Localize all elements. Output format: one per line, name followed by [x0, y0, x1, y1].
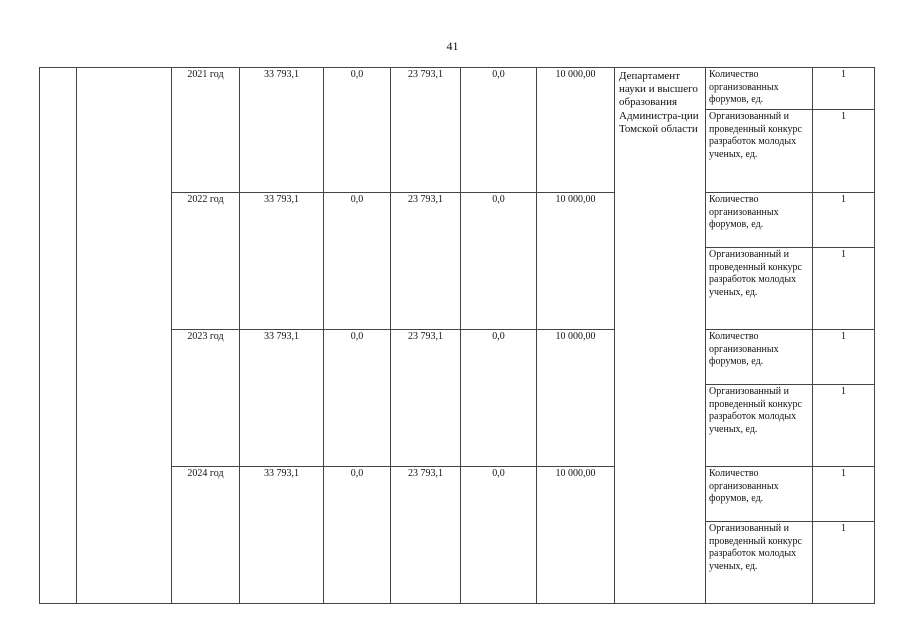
- value-cell: 0,0: [461, 467, 537, 604]
- page-number: 41: [446, 39, 459, 53]
- blank-cell: [40, 68, 77, 604]
- indicator-name: Количество организованных форумов, ед.: [706, 467, 813, 522]
- indicator-name: Организованный и проведенный конкурс разработок молодых ученых, ед.: [706, 522, 813, 604]
- value-cell: 10 000,00: [537, 330, 615, 467]
- indicator-name: Организованный и проведенный конкурс разработок молодых ученых, ед.: [706, 248, 813, 330]
- program-table: [39, 67, 875, 604]
- total-cell: 33 793,1: [240, 68, 324, 193]
- value-cell: 0,0: [461, 68, 537, 193]
- value-cell: 10 000,00: [537, 193, 615, 330]
- indicator-value: 1: [813, 193, 875, 248]
- department-cell: Департамент науки и высшего образования Администра-ции Томской области: [615, 68, 706, 604]
- value-cell: 0,0: [324, 193, 391, 330]
- blank-cell: [77, 68, 172, 604]
- value-cell: 0,0: [461, 193, 537, 330]
- indicator-value: 1: [813, 385, 875, 467]
- value-cell: 0,0: [324, 467, 391, 604]
- value-cell: 0,0: [461, 330, 537, 467]
- table-row: [40, 68, 875, 110]
- indicator-value: 1: [813, 467, 875, 522]
- value-cell: 23 793,1: [391, 467, 461, 604]
- indicator-name: Количество организованных форумов, ед.: [706, 193, 813, 248]
- total-cell: 33 793,1: [240, 193, 324, 330]
- value-cell: 0,0: [324, 68, 391, 193]
- total-cell: 33 793,1: [240, 467, 324, 604]
- indicator-name: Организованный и проведенный конкурс разработок молодых ученых, ед.: [706, 110, 813, 193]
- value-cell: 23 793,1: [391, 193, 461, 330]
- indicator-value: 1: [813, 248, 875, 330]
- indicator-value: 1: [813, 110, 875, 193]
- indicator-value: 1: [813, 522, 875, 604]
- value-cell: 0,0: [324, 330, 391, 467]
- year-cell: 2024 год: [172, 467, 240, 604]
- indicator-value: 1: [813, 330, 875, 385]
- value-cell: 10 000,00: [537, 68, 615, 193]
- year-cell: 2023 год: [172, 330, 240, 467]
- value-cell: 23 793,1: [391, 330, 461, 467]
- total-cell: 33 793,1: [240, 330, 324, 467]
- indicator-value: 1: [813, 68, 875, 110]
- indicator-name: Организованный и проведенный конкурс разработок молодых ученых, ед.: [706, 385, 813, 467]
- value-cell: 23 793,1: [391, 68, 461, 193]
- value-cell: 10 000,00: [537, 467, 615, 604]
- year-cell: 2021 год: [172, 68, 240, 193]
- year-cell: 2022 год: [172, 193, 240, 330]
- indicator-name: Количество организованных форумов, ед.: [706, 330, 813, 385]
- indicator-name: Количество организованных форумов, ед.: [706, 68, 813, 110]
